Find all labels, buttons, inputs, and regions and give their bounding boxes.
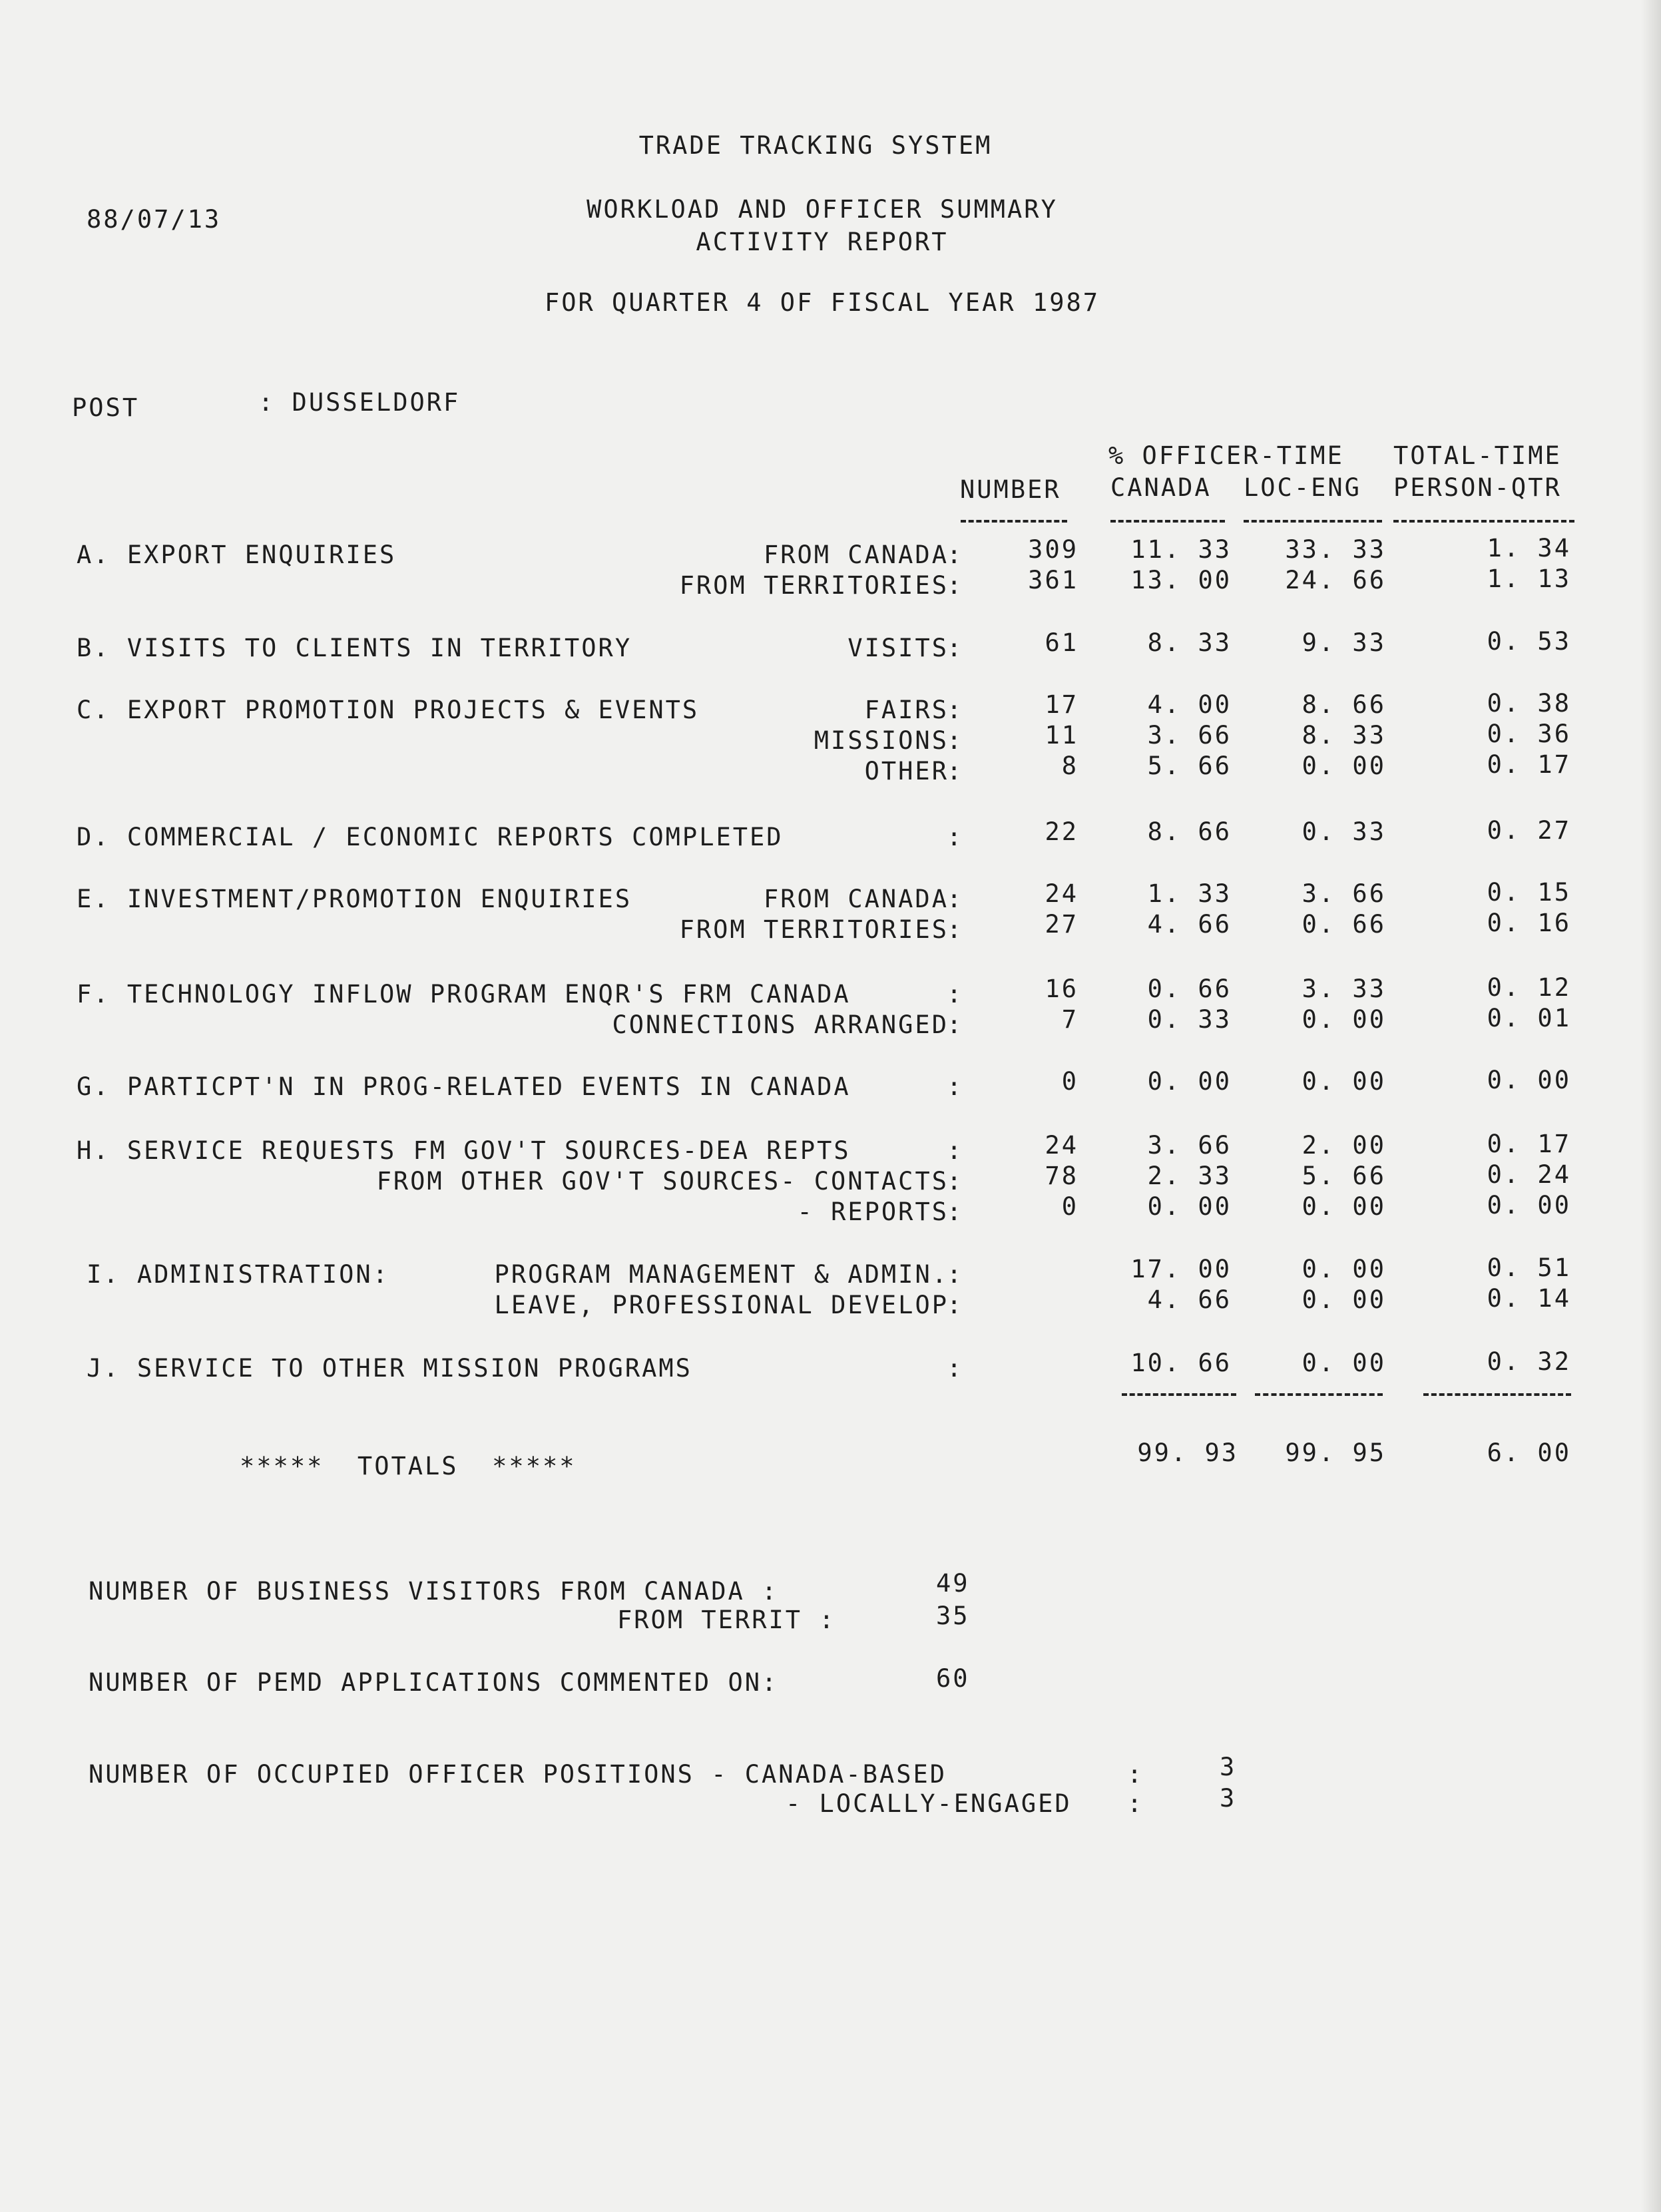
row-canada-pct: 2. 33: [1147, 1162, 1232, 1190]
row-canada-pct: 11. 33: [1130, 535, 1232, 564]
row-loceng-pct: 3. 66: [1302, 879, 1386, 908]
row-colon: :: [947, 885, 964, 913]
row-person-qtr: 0. 14: [1487, 1284, 1571, 1313]
row-subcategory: OTHER: [864, 757, 949, 785]
row-number: 78: [1045, 1162, 1078, 1190]
loceng-header: LOC-ENG: [1244, 473, 1361, 502]
row-canada-pct: 10. 66: [1130, 1349, 1232, 1377]
row-subcategory: FAIRS: [864, 696, 949, 724]
row-subcategory: VISITS: [847, 634, 949, 662]
person-total-rule: [1423, 1393, 1571, 1396]
row-person-qtr: 0. 24: [1487, 1160, 1571, 1189]
row-category: F. TECHNOLOGY INFLOW PROGRAM ENQR'S FRM CANADA: [77, 980, 851, 1008]
row-number: 61: [1045, 628, 1078, 657]
row-colon: :: [947, 1354, 964, 1383]
row-canada-pct: 0. 66: [1147, 975, 1232, 1003]
totals-canada: 99. 93: [1137, 1438, 1238, 1467]
row-person-qtr: 0. 53: [1487, 627, 1571, 656]
row-canada-pct: 8. 33: [1147, 628, 1232, 657]
row-loceng-pct: 8. 33: [1302, 721, 1386, 750]
row-colon: :: [947, 726, 964, 755]
row-loceng-pct: 0. 66: [1302, 910, 1386, 939]
loceng-total-rule: [1255, 1393, 1383, 1396]
row-canada-pct: 0. 33: [1147, 1005, 1232, 1034]
positions-canada-colon: :: [1127, 1760, 1144, 1789]
row-canada-pct: 3. 66: [1147, 1131, 1232, 1160]
row-colon: :: [947, 1291, 964, 1319]
row-number: 27: [1045, 910, 1078, 939]
canada-rule: [1110, 520, 1225, 523]
row-person-qtr: 0. 00: [1487, 1191, 1571, 1219]
row-colon: :: [947, 757, 964, 785]
row-subcategory: MISSIONS: [814, 726, 949, 755]
row-loceng-pct: 0. 00: [1302, 1285, 1386, 1314]
row-person-qtr: 0. 51: [1487, 1253, 1571, 1282]
visitors-territ-value: 35: [936, 1602, 970, 1630]
visitors-canada-value: 49: [936, 1569, 970, 1598]
system-title: TRADE TRACKING SYSTEM: [638, 131, 993, 160]
row-canada-pct: 3. 66: [1147, 721, 1232, 750]
row-subcategory: FROM TERRITORIES: [679, 571, 949, 600]
row-canada-pct: 4. 00: [1147, 690, 1232, 719]
row-category: J. SERVICE TO OTHER MISSION PROGRAMS: [87, 1354, 692, 1383]
report-subtitle: ACTIVITY REPORT: [696, 228, 949, 256]
row-canada-pct: 13. 00: [1130, 566, 1232, 594]
positions-local-colon: :: [1127, 1789, 1144, 1818]
row-loceng-pct: 5. 66: [1302, 1162, 1386, 1190]
row-person-qtr: 0. 15: [1487, 878, 1571, 907]
row-canada-pct: 0. 00: [1147, 1067, 1232, 1096]
row-loceng-pct: 33. 33: [1285, 535, 1386, 564]
row-subcategory: FROM CANADA: [763, 885, 949, 913]
loceng-rule: [1244, 520, 1382, 523]
row-loceng-pct: 9. 33: [1302, 628, 1386, 657]
person-qtr-rule: [1393, 520, 1574, 523]
row-loceng-pct: 0. 00: [1302, 1255, 1386, 1283]
row-loceng-pct: 0. 00: [1302, 1067, 1386, 1096]
row-person-qtr: 0. 01: [1487, 1004, 1571, 1032]
row-subcategory: CONNECTIONS ARRANGED: [612, 1010, 949, 1039]
row-number: 0: [1061, 1067, 1078, 1096]
row-number: 24: [1045, 1131, 1078, 1160]
row-person-qtr: 0. 32: [1487, 1347, 1571, 1376]
totals-loceng: 99. 95: [1285, 1438, 1386, 1467]
row-category: H. SERVICE REQUESTS FM GOV'T SOURCES-DEA REPTS: [77, 1136, 851, 1165]
row-subcategory: FROM CANADA: [763, 541, 949, 569]
row-number: 8: [1061, 752, 1078, 780]
row-person-qtr: 1. 13: [1487, 564, 1571, 593]
row-canada-pct: 8. 66: [1147, 817, 1232, 846]
total-time-header: TOTAL-TIME: [1393, 441, 1562, 470]
row-canada-pct: 4. 66: [1147, 910, 1232, 939]
row-canada-pct: 1. 33: [1147, 879, 1232, 908]
row-number: 0: [1061, 1192, 1078, 1221]
positions-label: NUMBER OF OCCUPIED OFFICER POSITIONS - CANADA-BASED: [89, 1760, 947, 1789]
row-canada-pct: 17. 00: [1130, 1255, 1232, 1283]
positions-local-value: 3: [1220, 1784, 1237, 1813]
row-canada-pct: 5. 66: [1147, 752, 1232, 780]
totals-person-qtr: 6. 00: [1487, 1438, 1571, 1467]
row-person-qtr: 0. 38: [1487, 689, 1571, 718]
row-category: G. PARTICPT'N IN PROG-RELATED EVENTS IN CANADA: [77, 1072, 851, 1101]
row-loceng-pct: 0. 33: [1302, 817, 1386, 846]
report-period: FOR QUARTER 4 OF FISCAL YEAR 1987: [544, 288, 1100, 317]
row-person-qtr: 0. 17: [1487, 1130, 1571, 1158]
visitors-label: NUMBER OF BUSINESS VISITORS FROM CANADA :: [89, 1577, 779, 1606]
row-subcategory: PROGRAM MANAGEMENT & ADMIN.: [494, 1260, 949, 1289]
row-colon: :: [947, 1010, 964, 1039]
row-colon: :: [947, 1260, 964, 1289]
row-person-qtr: 0. 27: [1487, 816, 1571, 845]
row-number: 309: [1028, 535, 1078, 564]
row-colon: :: [947, 1167, 964, 1196]
row-person-qtr: 0. 12: [1487, 973, 1571, 1002]
canada-total-rule: [1122, 1393, 1236, 1396]
positions-canada-value: 3: [1220, 1753, 1237, 1781]
row-subcategory: LEAVE, PROFESSIONAL DEVELOP: [494, 1291, 949, 1319]
row-canada-pct: 4. 66: [1147, 1285, 1232, 1314]
row-colon: :: [947, 1072, 964, 1101]
report-title: WORKLOAD AND OFFICER SUMMARY: [587, 195, 1058, 224]
row-colon: :: [947, 915, 964, 944]
row-number: 11: [1045, 721, 1078, 750]
pemd-label: NUMBER OF PEMD APPLICATIONS COMMENTED ON:: [89, 1668, 779, 1697]
page-edge-shadow: [1641, 0, 1661, 2212]
row-loceng-pct: 3. 33: [1302, 975, 1386, 1003]
row-category: E. INVESTMENT/PROMOTION ENQUIRIES: [77, 885, 632, 913]
row-category: D. COMMERCIAL / ECONOMIC REPORTS COMPLETED: [77, 823, 784, 851]
row-colon: :: [947, 571, 964, 600]
row-subcategory: FROM TERRITORIES: [679, 915, 949, 944]
row-colon: :: [947, 980, 964, 1008]
row-loceng-pct: 0. 00: [1302, 752, 1386, 780]
row-category: B. VISITS TO CLIENTS IN TERRITORY: [77, 634, 632, 662]
row-person-qtr: 0. 00: [1487, 1066, 1571, 1094]
row-category: A. EXPORT ENQUIRIES: [77, 541, 397, 569]
person-qtr-header: PERSON-QTR: [1393, 473, 1562, 502]
row-number: 7: [1061, 1005, 1078, 1034]
row-subcategory: - REPORTS: [797, 1198, 949, 1226]
row-number: 24: [1045, 879, 1078, 908]
row-number: 16: [1045, 975, 1078, 1003]
row-colon: :: [947, 634, 964, 662]
row-colon: :: [947, 541, 964, 569]
row-person-qtr: 0. 36: [1487, 720, 1571, 748]
post-label: POST: [72, 393, 140, 422]
row-number: 17: [1045, 690, 1078, 719]
row-number: 361: [1028, 566, 1078, 594]
row-colon: :: [947, 696, 964, 724]
report-date: 88/07/13: [87, 205, 222, 234]
visitors-territ-label: FROM TERRIT :: [617, 1606, 836, 1634]
positions-local-label: - LOCALLY-ENGAGED: [786, 1789, 1072, 1818]
row-person-qtr: 0. 16: [1487, 909, 1571, 937]
row-colon: :: [947, 823, 964, 851]
row-loceng-pct: 8. 66: [1302, 690, 1386, 719]
row-colon: :: [947, 1136, 964, 1165]
number-rule: [961, 520, 1067, 523]
row-loceng-pct: 0. 00: [1302, 1005, 1386, 1034]
row-person-qtr: 1. 34: [1487, 534, 1571, 562]
row-loceng-pct: 0. 00: [1302, 1192, 1386, 1221]
pemd-value: 60: [936, 1664, 970, 1693]
number-header: NUMBER: [960, 475, 1061, 504]
officer-time-header: % OFFICER-TIME: [1108, 441, 1344, 470]
row-subcategory: FROM OTHER GOV'T SOURCES- CONTACTS: [376, 1167, 949, 1196]
row-category: I. ADMINISTRATION:: [87, 1260, 389, 1289]
canada-header: CANADA: [1110, 473, 1212, 502]
row-number: 22: [1045, 817, 1078, 846]
row-canada-pct: 0. 00: [1147, 1192, 1232, 1221]
row-person-qtr: 0. 17: [1487, 750, 1571, 779]
totals-label: ***** TOTALS *****: [240, 1452, 577, 1480]
post-value: : DUSSELDORF: [258, 388, 461, 417]
row-loceng-pct: 2. 00: [1302, 1131, 1386, 1160]
row-loceng-pct: 24. 66: [1285, 566, 1386, 594]
row-loceng-pct: 0. 00: [1302, 1349, 1386, 1377]
row-category: C. EXPORT PROMOTION PROJECTS & EVENTS: [77, 696, 700, 724]
row-colon: :: [947, 1198, 964, 1226]
